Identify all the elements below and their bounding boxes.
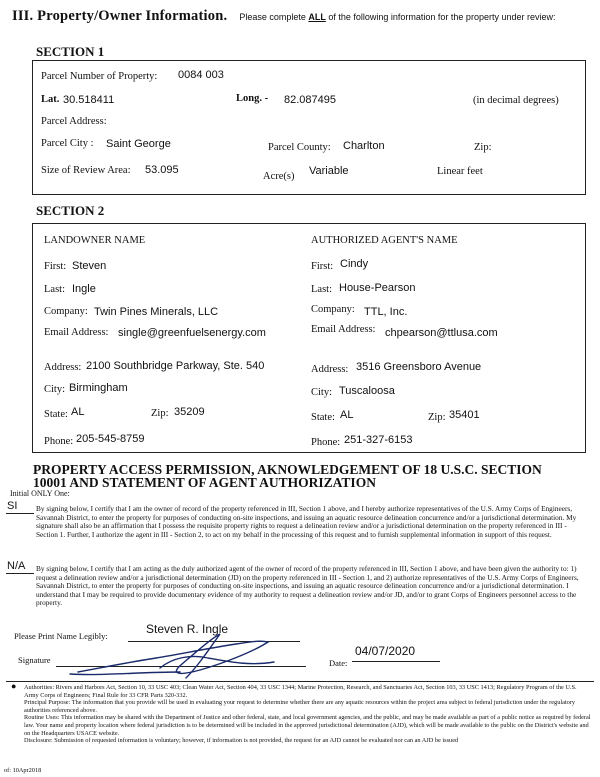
date-label: Date:	[329, 658, 348, 668]
signature-label: Signature	[18, 655, 51, 665]
section2-heading: SECTION 2	[36, 203, 105, 218]
landowner-first-value[interactable]: Steven	[72, 260, 107, 272]
agent-company-value[interactable]: TTL, Inc.	[364, 306, 408, 318]
parcel-address-label: Parcel Address:	[41, 116, 107, 127]
agent-state-value[interactable]: AL	[340, 409, 354, 421]
landowner-city-value[interactable]: Birmingham	[69, 382, 128, 394]
agent-phone-label: Phone:	[311, 437, 341, 448]
agent-certification-text: By signing below, I certify that I am acting as the duly authorized agent of the owner of record of the property referenced in III, Section 1 above, and have been given the authority to: 1) request a delineation review and/or a jurisdictional determination (JD) on the property referenced in III - Section 1, and 2) authorize representatives of the U.S. Army Corps of Engineers, Savannah District, to enter the property for purposes of conducting on-site inspections, and issuing an aquatic resource delineation concurrence and/or a jurisdictional determination. I understand that I may be required to provide documentary evidence of my authority to request a delineation review and/or JD, and/or to grant Corps of Engineers personnel access to the property.	[36, 564, 579, 608]
agent-email-label: Email Address:	[311, 324, 376, 335]
parcel-city-label: Parcel City :	[41, 138, 94, 149]
agent-address-value[interactable]: 3516 Greensboro Avenue	[356, 361, 482, 373]
form-header	[12, 7, 555, 25]
footer-text	[24, 684, 592, 745]
parcel-zip-label: Zip:	[474, 142, 492, 153]
lat-value[interactable]: 30.518411	[63, 94, 115, 106]
review-area-label: Size of Review Area:	[41, 165, 131, 176]
agent-phone-value[interactable]: 251-327-6153	[344, 434, 413, 446]
parcel-county-label: Parcel County:	[268, 142, 331, 153]
agent-last-label: Last:	[311, 284, 332, 295]
long-label: Long. -	[236, 93, 269, 104]
landowner-email-value[interactable]: single@greenfuelsenergy.com	[118, 327, 266, 339]
agent-address-label: Address:	[311, 364, 349, 375]
landowner-last-label: Last:	[44, 284, 65, 295]
print-name-label: Please Print Name Legibly:	[14, 631, 108, 641]
agent-heading: AUTHORIZED AGENT'S NAME	[311, 235, 458, 246]
landowner-state-value[interactable]: AL	[71, 406, 85, 418]
parcel-number-label: Parcel Number of Property:	[41, 71, 158, 82]
footer-authorities: Authorities: Rivers and Harbors Act, Section 10, 33 USC 403; Clean Water Act, Section 404, 33 USC 1344; Marine Protection, Research, and Sanctuaries Act, Section 103, 33 USC 1413; Regulatory Program of the U.S. Army Corps of Engineers; Final Rule for 33 CFR Parts 320-332.	[24, 684, 577, 699]
owner-initial[interactable]: SI	[7, 500, 18, 512]
agent-zip-value[interactable]: 35401	[449, 409, 480, 421]
agent-zip-label: Zip:	[428, 412, 446, 423]
lat-label: Lat.	[41, 94, 60, 105]
section2-box	[32, 223, 586, 453]
landowner-phone-label: Phone:	[44, 436, 74, 447]
agent-city-label: City:	[311, 387, 333, 398]
form-title: III. Property/Owner Information.	[12, 8, 228, 24]
owner-certification-text: By signing below, I certify that I am the owner of record of the property referenced in III, Section 1 above, and I hereby authorize representatives of the U.S. Army Corps of Engineers, Savannah District, to enter the property for purposes of conducting on-site inspections, and issuing an aquatic resource delineation concurrence and/or a jurisdictional determination. My signature shall also be an affirmation that I possess the requisite property rights to request a delineation review and/or a jurisdictional determination on the property referenced in III - Section 1. Further, I authorize the agent in III - Section 2, to act on my behalf in the processing of this request and to furnish supplemental information in support of this request.	[36, 504, 577, 539]
landowner-company-label: Company:	[44, 306, 88, 317]
linear-feet-label: Linear feet	[437, 166, 483, 177]
review-area-value[interactable]: 53.095	[145, 164, 179, 176]
owner-initial-line	[6, 513, 34, 514]
landowner-zip-value[interactable]: 35209	[174, 406, 205, 418]
agent-first-label: First:	[311, 261, 334, 272]
agent-city-value[interactable]: Tuscaloosa	[339, 385, 395, 397]
date-line	[352, 661, 440, 662]
landowner-phone-value[interactable]: 205-545-8759	[76, 433, 145, 445]
decimal-degrees-note: (in decimal degrees)	[473, 95, 559, 106]
landowner-state-label: State:	[44, 409, 68, 420]
form-instruction: Please complete ALL of the following information for the property under review:	[239, 12, 556, 22]
footer-purpose: Principal Purpose: The information that you provide will be used in evaluating your request to determine whether there are any aquatic resources within the project area subject to federal jurisdiction under the regulatory authorities referenced above.	[24, 699, 576, 714]
agent-initial-line	[6, 573, 34, 574]
agent-initial[interactable]: N/A	[7, 560, 26, 572]
linear-feet-value[interactable]: Variable	[309, 165, 349, 177]
footer-divider	[6, 681, 594, 682]
landowner-email-label: Email Address:	[44, 327, 109, 338]
revision-note: of: 10Apr2018	[4, 767, 42, 774]
section1-heading: SECTION 1	[36, 44, 105, 59]
landowner-last-value[interactable]: Ingle	[72, 283, 96, 295]
landowner-address-label: Address:	[44, 362, 82, 373]
landowner-address-value[interactable]: 2100 Southbridge Parkway, Ste. 540	[86, 360, 265, 372]
landowner-company-value[interactable]: Twin Pines Minerals, LLC	[94, 306, 219, 318]
long-value[interactable]: 82.087495	[284, 94, 336, 106]
agent-first-value[interactable]: Cindy	[340, 258, 369, 270]
landowner-first-label: First:	[44, 261, 67, 272]
date-value[interactable]: 04/07/2020	[355, 644, 416, 658]
handwritten-signature	[60, 628, 320, 684]
bullet-icon: ●	[11, 681, 17, 691]
footer-disclosure: Disclosure: Submission of requested information is voluntary; however, if information is not provided, the request for an AJD cannot be evaluated nor can an AJD be issued	[24, 737, 459, 745]
section1-box	[32, 60, 586, 195]
print-name-value[interactable]: Steven R. Ingle	[146, 622, 229, 636]
agent-last-value[interactable]: House-Pearson	[339, 282, 416, 294]
landowner-heading: LANDOWNER NAME	[44, 235, 146, 246]
landowner-zip-label: Zip:	[151, 408, 169, 419]
initial-note: Initial ONLY One:	[10, 489, 70, 498]
footer-routine-uses: Routine Uses: This information may be shared with the Department of Justice and other federal, state, and local government agencies, and the public, and may be made available as part of a public notice as required by federal law. Your name and property location where federal jurisdiction is to be determined will be included in the approved jurisdictional determination (AJD), which will be made available to the public on the District's website and on the Headquarters USACE website.	[24, 714, 591, 737]
parcel-city-value[interactable]: Saint George	[106, 138, 171, 150]
agent-state-label: State:	[311, 412, 335, 423]
agent-email-value[interactable]: chpearson@ttlusa.com	[385, 327, 498, 339]
parcel-county-value[interactable]: Charlton	[343, 140, 385, 152]
agent-company-label: Company:	[311, 304, 355, 315]
permission-heading: PROPERTY ACCESS PERMISSION, AKNOWLEDGEMENT OF 18 U.S.C. SECTION 10001 AND STATEMENT OF AGENT AUTHORIZATION	[33, 462, 542, 490]
parcel-number-value[interactable]: 0084 003	[178, 69, 224, 81]
landowner-city-label: City:	[44, 384, 66, 395]
acres-label: Acre(s)	[263, 171, 295, 182]
